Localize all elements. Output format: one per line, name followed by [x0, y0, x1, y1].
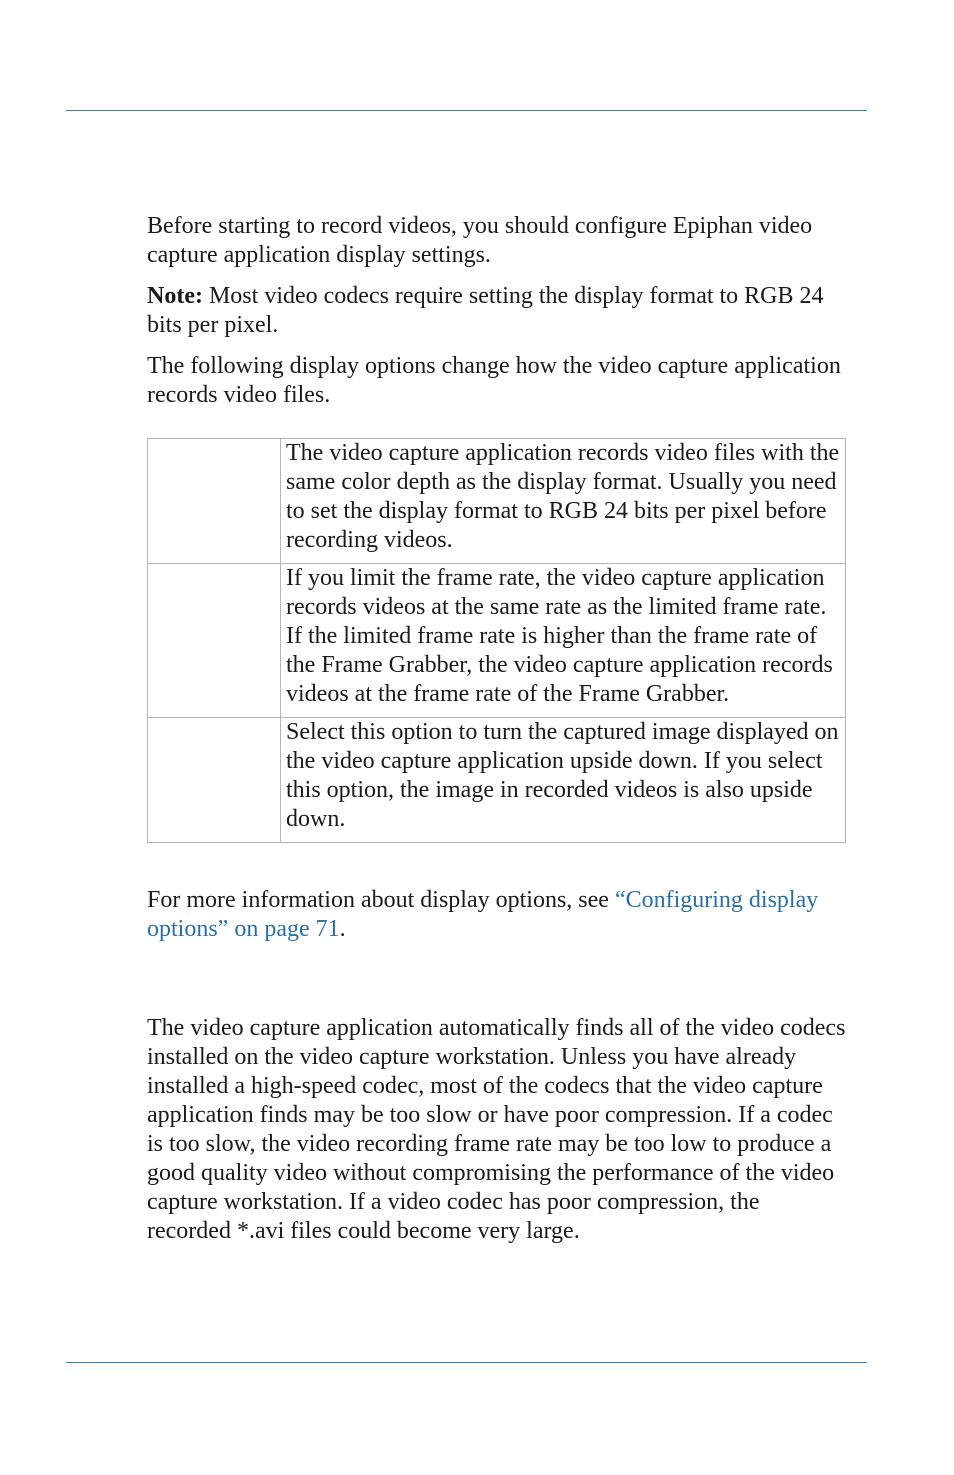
table-row: [148, 718, 846, 843]
table-row: [148, 439, 846, 564]
option-label: [148, 564, 281, 718]
option-description: The video capture application records video files with the same color depth as the display format. Usually you need to set the display format to RGB 24 bits per pixel before recording videos.: [281, 439, 846, 564]
header-rule: [66, 110, 867, 111]
note-text: Most video codecs require setting the display format to RGB 24 bits per pixel.: [147, 283, 824, 338]
option-description: If you limit the frame rate, the video capture application records videos at the same rate as the limited frame rate. If the limited frame rate is higher than the frame rate of the Frame Grabber, the video capture application records videos at the frame rate of the Frame Grabber.: [281, 564, 846, 718]
intro-section: [147, 212, 847, 410]
note-paragraph: [147, 282, 847, 340]
display-options-table: [147, 438, 846, 843]
option-label: [148, 439, 281, 564]
codecs-paragraph: The video capture application automatically finds all of the video codecs installed on the video capture workstation. Unless you have already installed a high-speed codec, most of the codecs that the video capture application finds may be too slow or have poor compression. If a codec is too slow, the video recording frame rate may be too low to produce a good quality video without compromising the performance of the video capture workstation. If a video codec has poor compression, the recorded *.avi files could become very large.: [147, 1015, 846, 1244]
option-label: [148, 718, 281, 843]
more-info-section: [147, 886, 847, 944]
intro-paragraph: Before starting to record videos, you should configure Epiphan video capture application display settings.: [147, 213, 813, 268]
note-label: Note:: [147, 283, 203, 309]
more-info-paragraph: [147, 886, 847, 944]
options-intro-paragraph: The following display options change how the video capture application records video files.: [147, 353, 841, 408]
option-description: Select this option to turn the captured image displayed on the video capture application upside down. If you select this option, the image in recorded videos is also upside down.: [281, 718, 846, 843]
footer-rule: [66, 1362, 867, 1363]
table-row: [148, 564, 846, 718]
configuring-display-options-link[interactable]: “Configuring display options” on page 71: [147, 887, 819, 942]
codecs-section: [147, 1014, 847, 1246]
more-info-suffix: .: [339, 916, 346, 942]
more-info-prefix: For more information about display options, see: [147, 887, 615, 913]
